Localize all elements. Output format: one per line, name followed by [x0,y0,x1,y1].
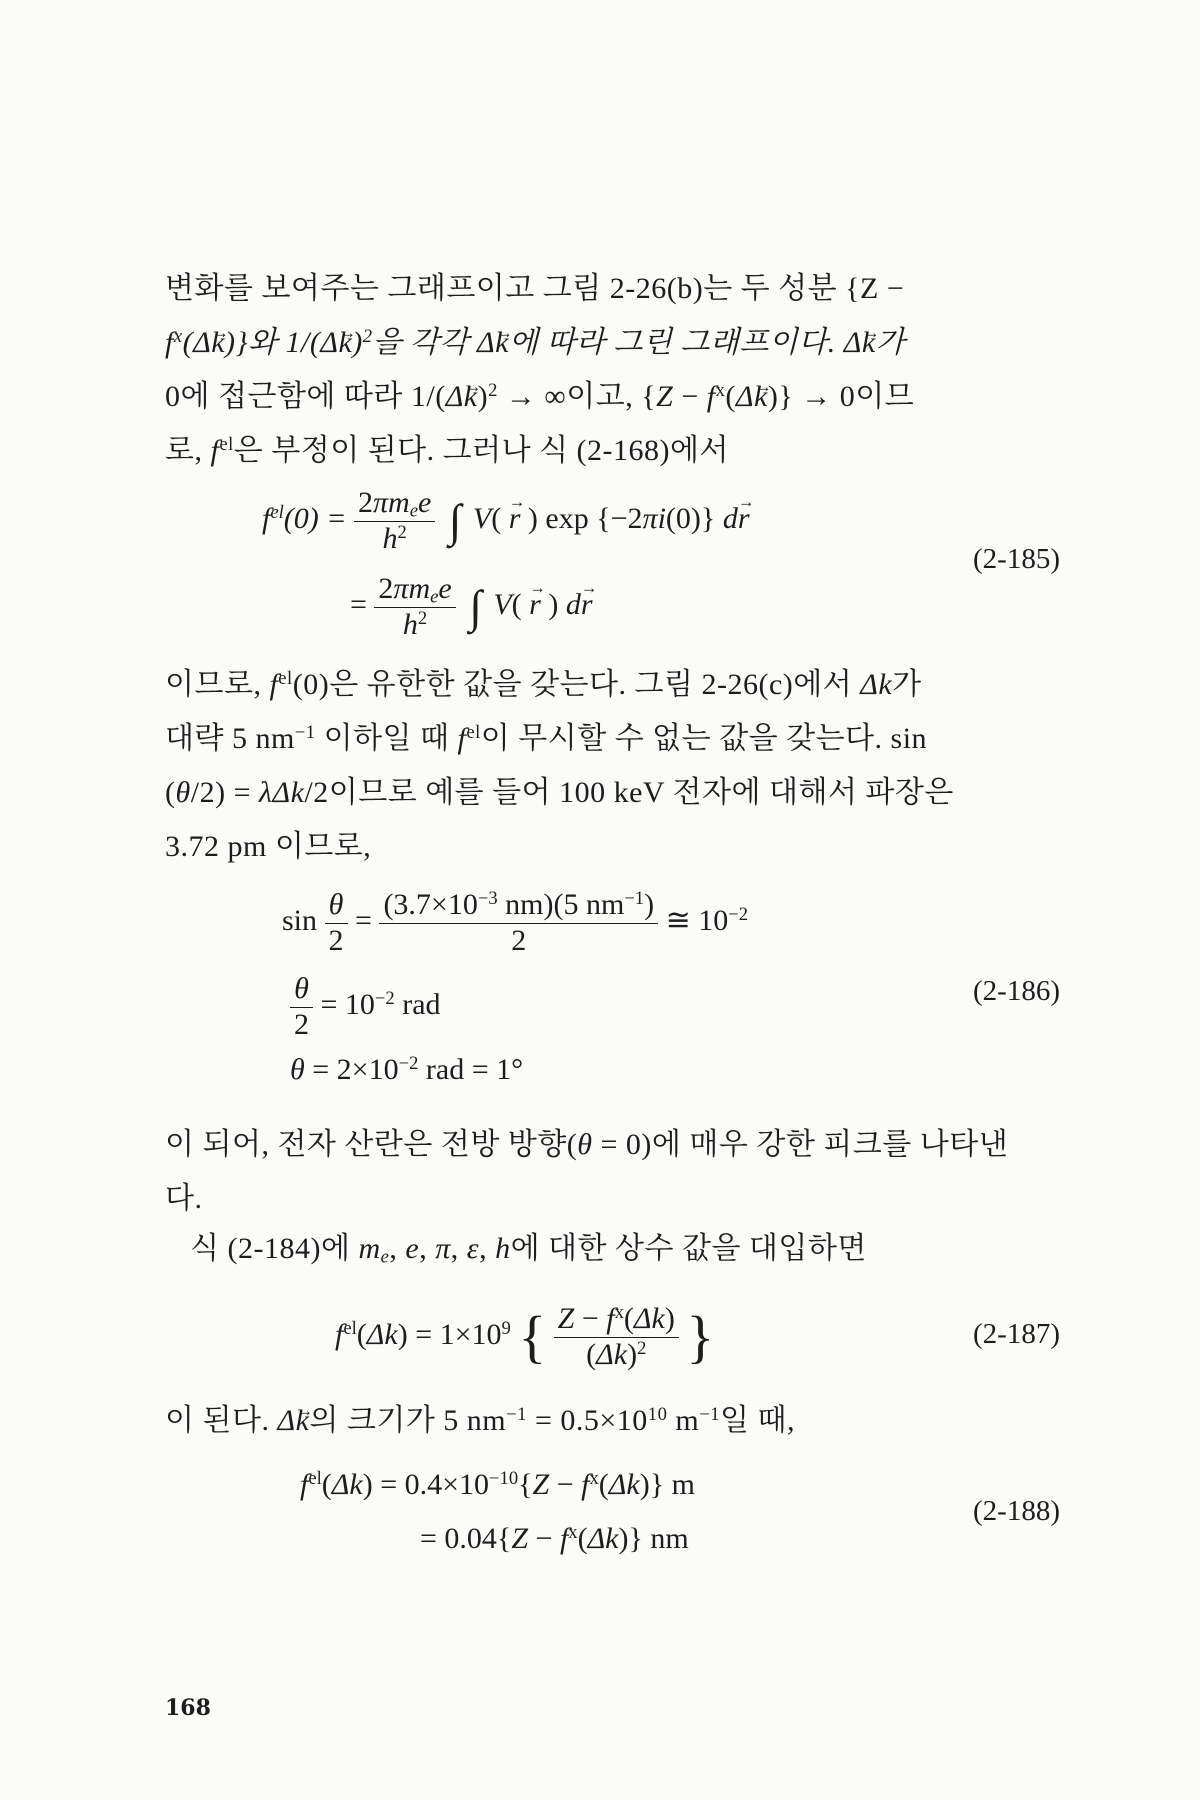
paragraph-2-line-2: 대략 5 $nm^{-1}$ 이하일 때 $f^{el}$이 무시할 수 없는 값을 갖는다. sin [165,721,928,755]
equation-2-186-line-3: $\theta = 2\times 10^{-2}$ rad = 1° [290,1052,524,1086]
eq185-fraction-2 [374,572,455,642]
paragraph-1-line-4: 로, $f^{el}$은 부정이 된다. 그러나 식 (2-168)에서 [165,433,729,467]
paragraph-4 [190,1222,1060,1276]
eq186-fraction [379,888,658,958]
eq186-approx: ≅ $10^{-2}$ [665,903,749,937]
eq186-rad: = $10^{-2}$ rad [320,987,441,1021]
paragraph-1-line-1: 변화를 보여주는 그래프이고 그림 2-26(b)는 두 성분 {Z − [165,272,905,305]
paragraph-3-line-2: 다. [165,1182,203,1215]
eq187-frac-denominator: $(\Delta k)^2$ [586,1337,647,1371]
paragraph-1-line-2: $f^x(\Delta k$ →)}와 $1/(\Delta k \to)^2$을 각각 Δk →에 따라 그린 그래프이다. Δk →가 [165,316,1060,370]
paragraph-5 [165,1394,1060,1448]
page-number: 168 [165,1695,211,1721]
eq185-frac2-numerator: $2\pi m_ee$ [374,572,455,608]
eq186-frac-numerator: ($3.7\times 10^{-3}$ nm)(5 $nm^{-1}$) [379,888,658,924]
eq185-integrand-2: V( r → ) dr → [493,588,592,621]
paragraph-3-line-1: 이 되어, 전자 산란은 전방 방향(θ = 0)에 매우 강한 피크를 나타낸 [165,1128,1009,1161]
integral-sign: ∫ [448,495,462,546]
eq185-integrand-1: V( r → ) exp {−2πi(0)} dr → [473,502,750,535]
paragraph-1-line-3: 0에 접근함에 따라 $1/(\Delta k \to)^2$ → ∞이고, {$Z - f^x(\Delta k$ →)} → 0이므 [165,370,1060,424]
paragraph-2-line-4: 3.72 pm 이므로, [165,830,372,863]
equation-2-188-line-2: = $0.04\{Z - f^x(\Delta k)\}$ nm [420,1521,689,1555]
paragraph-1 [165,262,1060,478]
equation-2-188-line-1: $f^{el}(\Delta k) = 0.4\times 10^{-10}\{Z - f^x(\Delta k)\}$ m [300,1467,695,1501]
eq185-frac2-denominator: $h^2$ [402,607,428,641]
equation-number-2-185: (2-185) [973,543,1060,575]
paragraph-4-line-1: 식 (2-184)에 $m_e$, e, π, ε, h에 대한 상수 값을 대입하면 [190,1232,867,1268]
equation-2-187: $f^{el}(\Delta k) = 1\times 10^9$ { $\frac{Z - f^x(\Delta k)}{(\Delta k)^2}$ } [335,1301,715,1371]
paragraph-2 [165,658,1060,874]
integral-sign-2: ∫ [469,581,482,632]
equation-number-2-188: (2-188) [973,1495,1060,1527]
theta-over-2-fraction: $\frac{\theta}{2}$ [325,888,348,958]
eq185-lhs: $f^{el}(0)$ = [262,501,347,535]
eq185-frac-denominator: $h^2$ [382,521,407,555]
eq187-frac-numerator: $Z - f^x(\Delta k)$ [554,1302,679,1338]
equation-2-185-line-1 [262,486,750,556]
equation-2-185-line-2: = $\frac{2\pi m_ee}{h^2}$ ∫ V( r → ) dr → [350,572,593,642]
paragraph-3 [165,1118,1060,1226]
eq185-frac-numerator: $2\pi m_ee$ [354,486,435,522]
equation-2-186-line-2 [290,972,441,1042]
equation-number-2-186: (2-186) [973,975,1060,1007]
equation-number-2-187: (2-187) [973,1318,1060,1350]
equation-2-186-line-1: sin $\frac{\theta}{2}$ = $\frac{(3.7\times 10^{-3} nm)(5 nm^{-1})}{2}$ ≅ $10^{-2}$ [282,887,749,957]
paragraph-5-line-1: 이 된다. Δk →의 크기가 5 $nm^{-1} = 0.5\times 10^{10}$ $m^{-1}$일 때, [165,1394,1060,1448]
eq187-lhs: $f^{el}(\Delta k) = 1\times 10^9$ [335,1317,511,1351]
eq185-fraction [354,486,435,556]
paragraph-2-line-1: 이므로, $f^{el}(0)$은 유한한 값을 갖는다. 그림 2-26(c)에서 Δk가 [165,667,922,701]
paragraph-2-line-3: (θ/2) = λΔk/2이므로 예를 들어 100 keV 전자에 대해서 파장은 [165,776,954,809]
eq187-fraction [554,1302,679,1372]
theta-over-2-fraction-2: $\frac{\theta}{2}$ [290,972,313,1042]
eq186-frac-denominator: 2 [511,923,527,957]
